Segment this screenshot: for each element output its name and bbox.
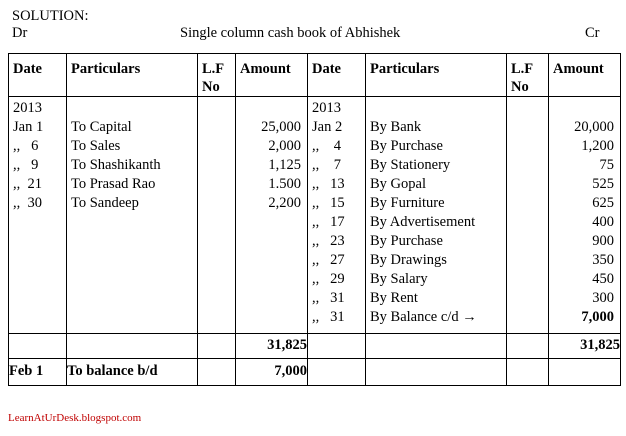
entry-amount: 1,125 <box>268 157 301 173</box>
entry-particulars: By Furniture <box>370 195 445 211</box>
entry-amount: 300 <box>592 290 614 306</box>
entry-particulars: By Gopal <box>370 176 426 192</box>
totals-row <box>9 334 621 359</box>
balance-bd-amount: 7,000 <box>236 359 308 386</box>
entry-date: ,, 31 <box>312 309 345 325</box>
debit-amount-header: Amount <box>236 54 308 97</box>
entry-particulars: By Stationery <box>370 157 451 173</box>
entry-particulars: To Shashikanth <box>71 157 161 173</box>
credit-particulars-header: Particulars <box>366 54 507 97</box>
year-label: 2013 <box>312 100 341 116</box>
entry-particulars: By Rent <box>370 290 418 306</box>
balance-bd-row <box>9 359 621 386</box>
entry-amount: 25,000 <box>261 119 301 135</box>
entry-date: ,, 31 <box>312 290 345 306</box>
entry-date: ,, 9 <box>13 157 39 173</box>
entries-row <box>9 97 621 334</box>
entry-amount: 1.500 <box>268 176 301 192</box>
entry-date: ,, 4 <box>312 138 341 154</box>
entry-particulars: By Drawings <box>370 252 447 268</box>
entry-date: ,, 15 <box>312 195 345 211</box>
credit-lf-header: L.F No <box>507 54 549 97</box>
entry-date: ,, 23 <box>312 233 345 249</box>
solution-heading: SOLUTION: <box>12 8 89 24</box>
entry-date: Jan 1 <box>13 119 44 135</box>
entry-particulars: By Bank <box>370 119 422 135</box>
credit-amount-column <box>549 97 621 334</box>
entry-amount: 20,000 <box>574 119 614 135</box>
debit-total: 31,825 <box>236 334 308 359</box>
entry-particulars: By Advertisement <box>370 214 476 230</box>
entry-amount: 75 <box>599 157 614 173</box>
balance-bd-date: Feb 1 <box>9 359 67 386</box>
cash-book-title: Single column cash book of Abhishek <box>180 25 401 41</box>
cash-book-table <box>8 53 621 386</box>
entry-particulars: By Salary <box>370 271 428 287</box>
credit-total: 31,825 <box>549 334 621 359</box>
entry-date: Jan 2 <box>312 119 343 135</box>
footer-credit: LearnAtUrDesk.blogspot.com <box>8 412 142 424</box>
entry-amount: 400 <box>592 214 614 230</box>
credit-lf-column <box>507 97 549 334</box>
entry-amount: 2,200 <box>268 195 301 211</box>
balance-bd-particulars: To balance b/d <box>67 359 198 386</box>
debit-amount-column <box>236 97 308 334</box>
year-label: 2013 <box>13 100 42 116</box>
entry-amount: 525 <box>592 176 614 192</box>
debit-particulars-column <box>67 97 198 334</box>
entry-amount: 7,000 <box>581 309 614 325</box>
entry-particulars: By Balance c/d → <box>370 309 477 325</box>
entry-particulars: To Prasad Rao <box>71 176 156 192</box>
entry-particulars: To Sandeep <box>71 195 139 211</box>
debit-date-column <box>9 97 67 334</box>
debit-lf-header: L.F No <box>198 54 236 97</box>
entry-date: ,, 29 <box>312 271 345 287</box>
entry-amount: 625 <box>592 195 614 211</box>
entry-particulars: By Purchase <box>370 138 443 154</box>
entry-date: ,, 21 <box>13 176 42 192</box>
entry-date: ,, 30 <box>13 195 42 211</box>
credit-date-header: Date <box>308 54 366 97</box>
entry-date: ,, 7 <box>312 157 341 173</box>
entry-date: ,, 17 <box>312 214 345 230</box>
entry-amount: 900 <box>592 233 614 249</box>
credit-amount-header: Amount <box>549 54 621 97</box>
entry-amount: 1,200 <box>581 138 614 154</box>
entry-amount: 350 <box>592 252 614 268</box>
entry-amount: 450 <box>592 271 614 287</box>
entry-date: ,, 6 <box>13 138 39 154</box>
entry-amount: 2,000 <box>268 138 301 154</box>
credit-label: Cr <box>585 25 600 41</box>
credit-date-column <box>308 97 366 334</box>
entry-date: ,, 27 <box>312 252 345 268</box>
entry-date: ,, 13 <box>312 176 345 192</box>
debit-date-header: Date <box>9 54 67 97</box>
entry-particulars: To Sales <box>71 138 121 154</box>
debit-particulars-header: Particulars <box>67 54 198 97</box>
entry-particulars: By Purchase <box>370 233 443 249</box>
header-row <box>9 54 621 97</box>
debit-lf-column <box>198 97 236 334</box>
entry-particulars: To Capital <box>71 119 132 135</box>
credit-particulars-column <box>366 97 507 334</box>
debit-label: Dr <box>12 25 28 41</box>
